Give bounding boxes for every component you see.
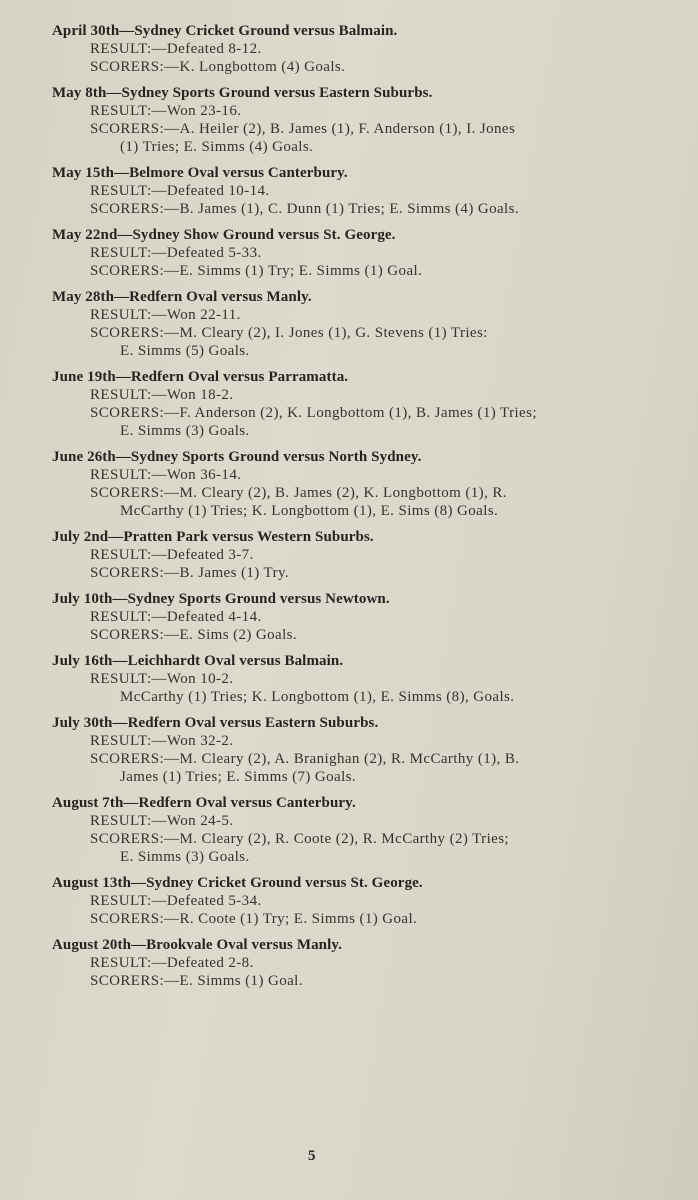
match-result: RESULT:—Won 24-5. bbox=[90, 813, 234, 829]
match-heading: July 30th—Redfern Oval versus Eastern Suburbs. bbox=[52, 715, 379, 731]
match-entry bbox=[52, 528, 652, 582]
match-scorers: SCORERS:—M. Cleary (2), B. James (2), K. Longbottom (1), R. bbox=[90, 485, 507, 501]
match-heading: August 13th—Sydney Cricket Ground versus St. George. bbox=[52, 875, 423, 891]
match-heading: June 26th—Sydney Sports Ground versus North Sydney. bbox=[52, 449, 422, 465]
match-result: RESULT:—Won 32-2. bbox=[90, 733, 234, 749]
match-heading: April 30th—Sydney Cricket Ground versus Balmain. bbox=[52, 23, 398, 39]
match-entry bbox=[52, 652, 652, 706]
match-result: RESULT:—Defeated 10-14. bbox=[90, 183, 270, 199]
match-scorers: SCORERS:—K. Longbottom (4) Goals. bbox=[90, 59, 346, 75]
match-scorers: SCORERS:—E. Sims (2) Goals. bbox=[90, 627, 298, 643]
match-entry bbox=[52, 288, 652, 360]
match-result: RESULT:—Defeated 3-7. bbox=[90, 547, 254, 563]
match-scorers: SCORERS:—M. Cleary (2), A. Branighan (2), R. McCarthy (1), B. bbox=[90, 751, 520, 767]
match-scorers: SCORERS:—M. Cleary (2), R. Coote (2), R. McCarthy (2) Tries; bbox=[90, 831, 510, 847]
match-heading: August 7th—Redfern Oval versus Canterbury. bbox=[52, 795, 356, 811]
match-entry bbox=[52, 874, 652, 928]
match-scorers: SCORERS:—B. James (1), C. Dunn (1) Tries; E. Simms (4) Goals. bbox=[90, 201, 520, 217]
match-heading: May 15th—Belmore Oval versus Canterbury. bbox=[52, 165, 348, 181]
match-result: RESULT:—Defeated 4-14. bbox=[90, 609, 262, 625]
match-heading: May 8th—Sydney Sports Ground versus Eastern Suburbs. bbox=[52, 85, 433, 101]
match-scorers-continued: E. Simms (5) Goals. bbox=[120, 343, 250, 359]
match-entry bbox=[52, 714, 652, 786]
match-scorers: SCORERS:—M. Cleary (2), I. Jones (1), G. Stevens (1) Tries: bbox=[90, 325, 488, 341]
match-entry bbox=[52, 164, 652, 218]
match-result: RESULT:—Won 36-14. bbox=[90, 467, 242, 483]
match-heading: May 28th—Redfern Oval versus Manly. bbox=[52, 289, 312, 305]
match-heading: June 19th—Redfern Oval versus Parramatta. bbox=[52, 369, 349, 385]
match-entry bbox=[52, 794, 652, 866]
match-entry bbox=[52, 368, 652, 440]
match-entry bbox=[52, 22, 652, 76]
match-heading: July 2nd—Pratten Park versus Western Suburbs. bbox=[52, 529, 374, 545]
match-scorers-continued: E. Simms (3) Goals. bbox=[120, 423, 250, 439]
match-heading: July 10th—Sydney Sports Ground versus Newtown. bbox=[52, 591, 390, 607]
match-result: RESULT:—Won 18-2. bbox=[90, 387, 234, 403]
match-entry bbox=[52, 936, 652, 990]
match-heading: May 22nd—Sydney Show Ground versus St. George. bbox=[52, 227, 396, 243]
match-scorers-continued: E. Simms (3) Goals. bbox=[120, 849, 250, 865]
match-result: RESULT:—Defeated 5-33. bbox=[90, 245, 262, 261]
match-scorers: SCORERS:—E. Simms (1) Try; E. Simms (1) Goal. bbox=[90, 263, 423, 279]
match-scorers: SCORERS:—F. Anderson (2), K. Longbottom (1), B. James (1) Tries; bbox=[90, 405, 537, 421]
match-entry bbox=[52, 226, 652, 280]
match-result: RESULT:—Won 10-2. bbox=[90, 671, 234, 687]
match-entry bbox=[52, 448, 652, 520]
match-scorers: SCORERS:—A. Heiler (2), B. James (1), F. Anderson (1), I. Jones bbox=[90, 121, 516, 137]
match-scorers: SCORERS:—E. Simms (1) Goal. bbox=[90, 973, 303, 989]
match-result: RESULT:—Won 23-16. bbox=[90, 103, 242, 119]
match-result: RESULT:—Defeated 8-12. bbox=[90, 41, 262, 57]
match-scorers-continued: McCarthy (1) Tries; K. Longbottom (1), E. Simms (8), Goals. bbox=[120, 689, 515, 705]
match-scorers-continued: McCarthy (1) Tries; K. Longbottom (1), E. Sims (8) Goals. bbox=[120, 503, 499, 519]
page-number: 5 bbox=[308, 1148, 316, 1164]
match-scorers-continued: (1) Tries; E. Simms (4) Goals. bbox=[120, 139, 314, 155]
match-result: RESULT:—Defeated 2-8. bbox=[90, 955, 254, 971]
match-scorers: SCORERS:—R. Coote (1) Try; E. Simms (1) Goal. bbox=[90, 911, 418, 927]
match-entry bbox=[52, 590, 652, 644]
match-result: RESULT:—Won 22-11. bbox=[90, 307, 241, 323]
match-list bbox=[52, 22, 652, 998]
match-heading: August 20th—Brookvale Oval versus Manly. bbox=[52, 937, 343, 953]
match-entry bbox=[52, 84, 652, 156]
match-scorers: SCORERS:—B. James (1) Try. bbox=[90, 565, 290, 581]
match-scorers-continued: James (1) Tries; E. Simms (7) Goals. bbox=[120, 769, 357, 785]
match-result: RESULT:—Defeated 5-34. bbox=[90, 893, 262, 909]
match-heading: July 16th—Leichhardt Oval versus Balmain. bbox=[52, 653, 344, 669]
